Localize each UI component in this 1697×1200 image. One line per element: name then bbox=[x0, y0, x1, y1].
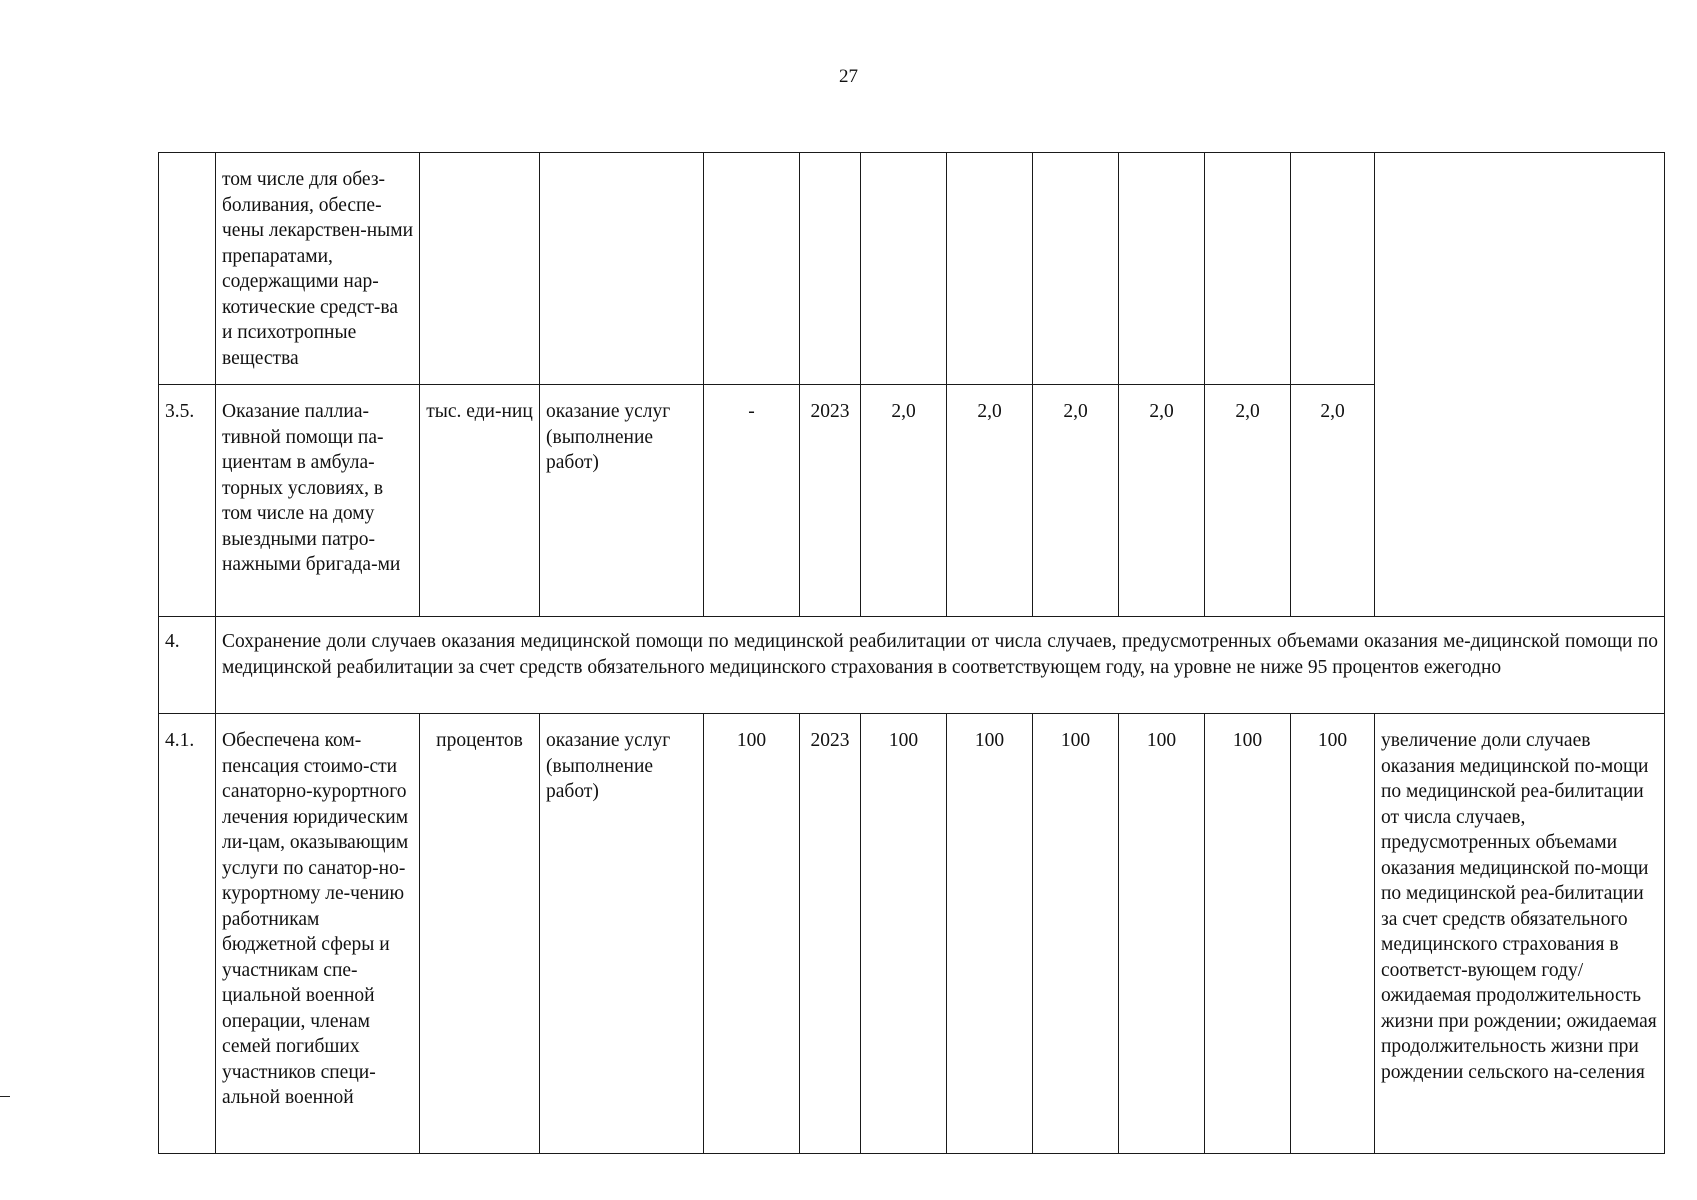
indicators-table bbox=[158, 152, 1665, 1154]
value-cell: 2,0 bbox=[1291, 385, 1375, 617]
value-cell: 100 bbox=[1205, 714, 1291, 1154]
value-cell: 100 bbox=[1291, 714, 1375, 1154]
link-cell bbox=[1375, 153, 1665, 617]
base-year-cell: 2023 bbox=[800, 385, 861, 617]
value-cell bbox=[1119, 153, 1205, 385]
result-name-cell: том числе для обез-боливания, обеспе-чены лекарствен-ными препаратами, содержащими нар-котические средст-ва и психотропные вещества bbox=[216, 153, 420, 385]
value-cell bbox=[1291, 153, 1375, 385]
value-cell bbox=[947, 153, 1033, 385]
row-number-cell bbox=[159, 153, 216, 385]
value-cell: 2,0 bbox=[1119, 385, 1205, 617]
row-number-cell: 3.5. bbox=[159, 385, 216, 617]
value-cell: 2,0 bbox=[947, 385, 1033, 617]
result-name-cell: Обеспечена ком-пенсация стоимо-сти санаторно-курортного лечения юридическим ли-цам, оказывающим услуги по санатор-но-курортному ле-чению работникам бюджетной сферы и участникам спе-циальной военной операции, членам семей погибших участников специ-альной военной bbox=[216, 714, 420, 1154]
section-row bbox=[159, 617, 1665, 714]
margin-mark bbox=[0, 1096, 10, 1097]
unit-cell bbox=[420, 153, 540, 385]
value-cell: 100 bbox=[1119, 714, 1205, 1154]
type-cell: оказание услуг (выполнение работ) bbox=[540, 714, 704, 1154]
base-year-cell bbox=[800, 153, 861, 385]
table-row bbox=[159, 153, 1665, 385]
value-cell: 2,0 bbox=[861, 385, 947, 617]
base-value-cell bbox=[704, 153, 800, 385]
value-cell: 2,0 bbox=[1033, 385, 1119, 617]
link-cell: увеличение доли случаев оказания медицинской по-мощи по медицинской реа-билитации от числа случаев, предусмотренных объемами оказания медицинской по-мощи по медицинской реа-билитации за счет средств обязательного медицинского страхования в соответст-вующем году/ожидаемая продолжительность жизни при рождении; ожидаемая продолжительность жизни при рождении сельского на-селения bbox=[1375, 714, 1665, 1154]
unit-cell: тыс. еди-ниц bbox=[420, 385, 540, 617]
value-cell bbox=[1033, 153, 1119, 385]
result-name-cell: Оказание паллиа-тивной помощи па-циентам в амбула-торных условиях, в том числе на дому выездными патро-нажными бригада-ми bbox=[216, 385, 420, 617]
value-cell: 100 bbox=[1033, 714, 1119, 1154]
value-cell: 100 bbox=[947, 714, 1033, 1154]
table-row bbox=[159, 714, 1665, 1154]
value-cell: 2,0 bbox=[1205, 385, 1291, 617]
page-number: 27 bbox=[839, 66, 858, 87]
base-value-cell: - bbox=[704, 385, 800, 617]
type-cell: оказание услуг (выполнение работ) bbox=[540, 385, 704, 617]
base-value-cell: 100 bbox=[704, 714, 800, 1154]
row-number-cell: 4. bbox=[159, 617, 216, 714]
value-cell bbox=[1205, 153, 1291, 385]
section-title-cell: Сохранение доли случаев оказания медицинской помощи по медицинской реабилитации от числа случаев, предусмотренных объемами оказания ме-дицинской помощи по медицинской реабилитации за счет средств обязательного медицинского страхования в соответствующем году, на уровне не ниже 95 процентов ежегодно bbox=[216, 617, 1665, 714]
value-cell: 100 bbox=[861, 714, 947, 1154]
unit-cell: процентов bbox=[420, 714, 540, 1154]
value-cell bbox=[861, 153, 947, 385]
row-number-cell: 4.1. bbox=[159, 714, 216, 1154]
type-cell bbox=[540, 153, 704, 385]
base-year-cell: 2023 bbox=[800, 714, 861, 1154]
